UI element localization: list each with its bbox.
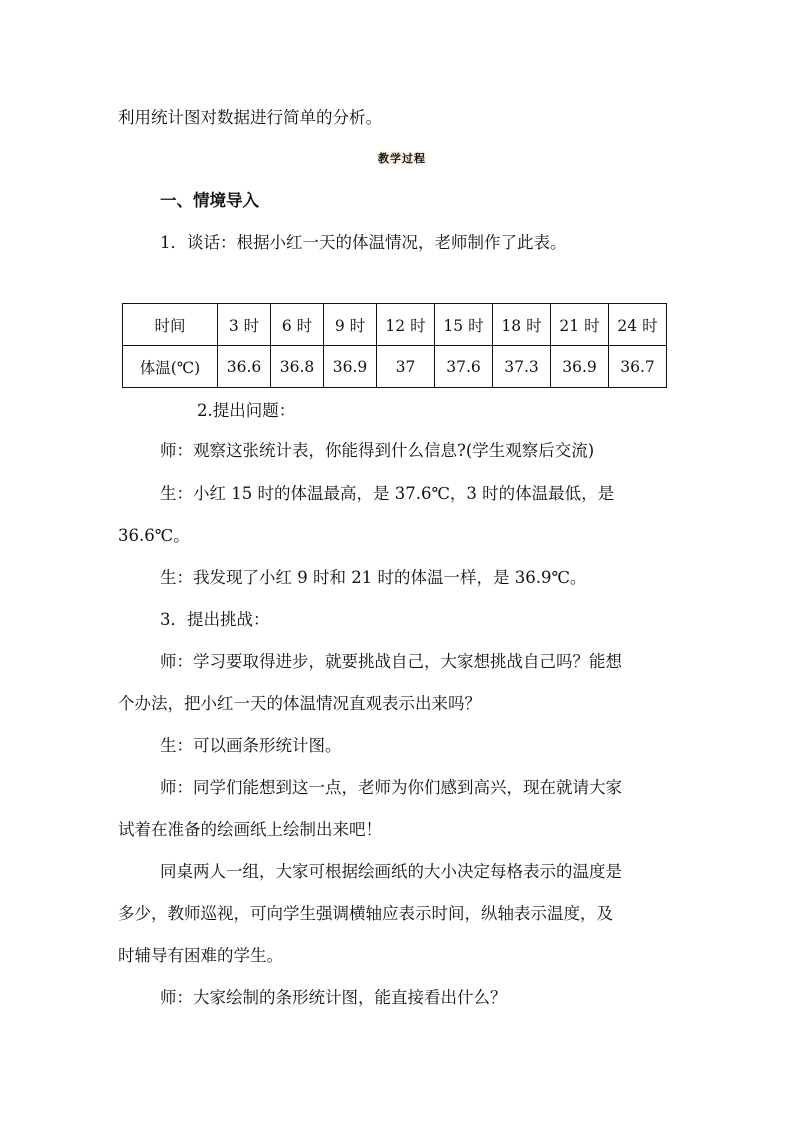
- temp-cell: 36.7: [609, 346, 667, 388]
- item-3: 3．提出挑战：: [160, 610, 270, 629]
- teacher-line-2b: 个办法，把小红一天的体温情况直观表示出来吗？: [118, 694, 481, 713]
- activity-line-a: 同桌两人一组，大家可根据绘画纸的大小决定每格表示的温度是: [160, 862, 622, 881]
- row-header-temperature: 体温(℃): [123, 346, 218, 388]
- teacher-line-3a: 师：同学们能想到这一点，老师为你们感到高兴，现在就请大家: [160, 778, 622, 797]
- student-line-1a: 生：小红 15 时的体温最高，是 37.6℃，3 时的体温最低，是: [160, 484, 615, 503]
- section-badge: [378, 150, 426, 168]
- teacher-line-3b: 试着在准备的绘画纸上绘制出来吧！: [118, 820, 382, 839]
- time-cell: 9 时: [324, 304, 377, 346]
- student-line-2: 生：我发现了小红 9 时和 21 时的体温一样，是 36.9℃。: [160, 568, 587, 587]
- temp-cell: 36.8: [271, 346, 324, 388]
- student-line-1b: 36.6℃。: [118, 526, 190, 545]
- activity-line-b: 多少，教师巡视，可向学生强调横轴应表示时间，纵轴表示温度，及: [118, 904, 613, 923]
- temp-cell: 36.9: [324, 346, 377, 388]
- temperature-table: [122, 303, 667, 388]
- temp-cell: 37.3: [493, 346, 551, 388]
- item-1: 1．谈话：根据小红一天的体温情况，老师制作了此表。: [160, 233, 567, 252]
- time-cell: 24 时: [609, 304, 667, 346]
- teacher-line-2a: 师：学习要取得进步，就要挑战自己，大家想挑战自己吗？能想: [160, 652, 622, 671]
- badge-label: 教学过程: [378, 152, 426, 165]
- table-row: [123, 304, 667, 346]
- time-cell: 6 时: [271, 304, 324, 346]
- section-heading: 一、情境导入: [160, 191, 259, 210]
- intro-text: 利用统计图对数据进行简单的分析。: [118, 108, 382, 127]
- temp-cell: 37.6: [435, 346, 493, 388]
- student-line-3: 生：可以画条形统计图。: [160, 736, 342, 755]
- time-cell: 3 时: [218, 304, 271, 346]
- teacher-line-4: 师：大家绘制的条形统计图，能直接看出什么？: [160, 988, 507, 1007]
- table-row: [123, 346, 667, 388]
- time-cell: 21 时: [551, 304, 609, 346]
- row-header-time: 时间: [123, 304, 218, 346]
- item-2: 2.提出问题：: [197, 401, 296, 420]
- temp-cell: 36.9: [551, 346, 609, 388]
- time-cell: 18 时: [493, 304, 551, 346]
- temp-cell: 36.6: [218, 346, 271, 388]
- temp-cell: 37: [377, 346, 435, 388]
- activity-line-c: 时辅导有困难的学生。: [118, 946, 283, 965]
- time-cell: 15 时: [435, 304, 493, 346]
- time-cell: 12 时: [377, 304, 435, 346]
- teacher-line-1: 师：观察这张统计表，你能得到什么信息?(学生观察后交流): [160, 441, 595, 460]
